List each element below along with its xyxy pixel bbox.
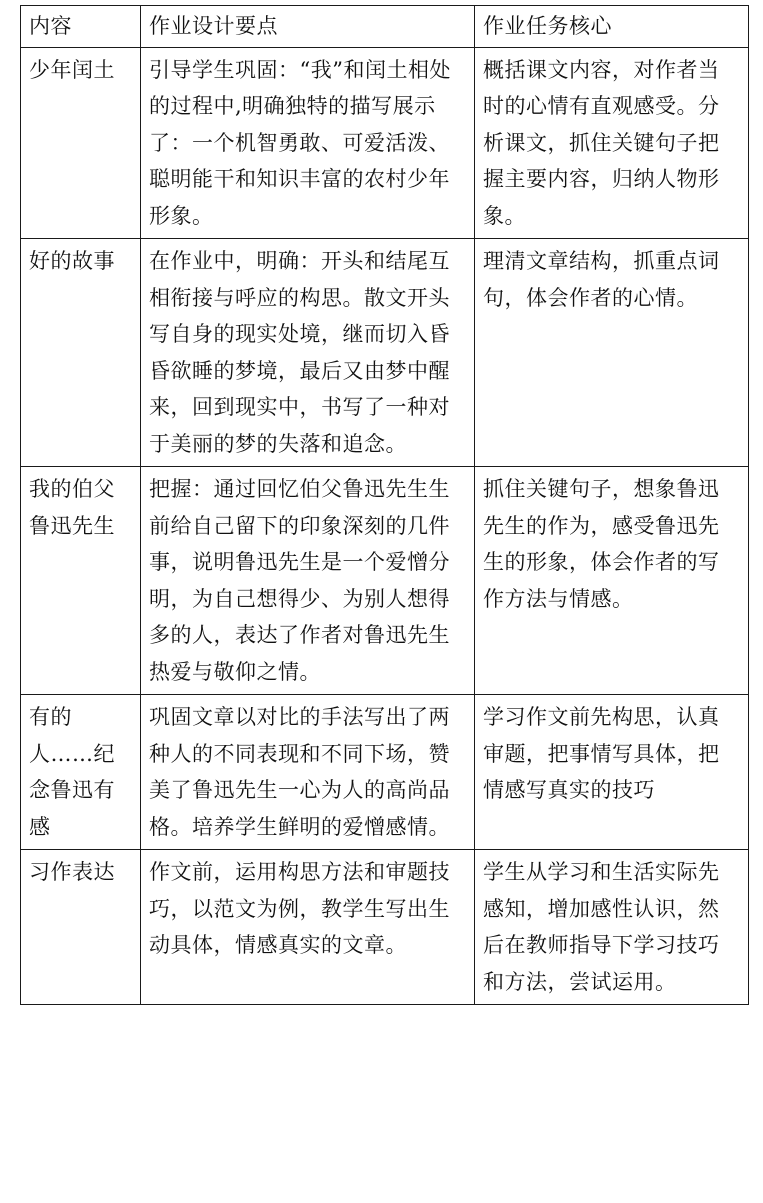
row-content-cell: 有的人……纪念鲁迅有感 [21,695,141,850]
table-row [21,695,749,850]
row-content-cell: 少年闰土 [21,47,141,239]
row-task-core-cell: 理清文章结构，抓重点词句，体会作者的心情。 [475,239,749,467]
row-content-cell: 习作表达 [21,850,141,1005]
header-content: 内容 [21,6,141,48]
header-task-core: 作业任务核心 [475,6,749,48]
row-task-core-cell: 抓住关键句子，想象鲁迅先生的作为，感受鲁迅先生的形象，体会作者的写作方法与情感。 [475,467,749,695]
row-content-cell: 好的故事 [21,239,141,467]
row-task-core-cell: 概括课文内容，对作者当时的心情有直观感受。分析课文，抓住关键句子把握主要内容，归纳人物形象。 [475,47,749,239]
row-task-core-cell: 学生从学习和生活实际先感知，增加感性认识，然后在教师指导下学习技巧和方法，尝试运用。 [475,850,749,1005]
row-design-points-cell: 巩固文章以对比的手法写出了两种人的不同表现和不同下场，赞美了鲁迅先生一心为人的高尚品格。培养学生鲜明的爱憎感情。 [141,695,475,850]
table-row [21,850,749,1005]
row-design-points-cell: 引导学生巩固：“我”和闰土相处的过程中,明确独特的描写展示了：一个机智勇敢、可爱活泼、聪明能干和知识丰富的农村少年形象。 [141,47,475,239]
row-design-points-cell: 把握：通过回忆伯父鲁迅先生生前给自己留下的印象深刻的几件事，说明鲁迅先生是一个爱憎分明，为自己想得少、为别人想得多的人，表达了作者对鲁迅先生热爱与敬仰之情。 [141,467,475,695]
row-design-points-cell: 作文前，运用构思方法和审题技巧，以范文为例，教学生写出生动具体，情感真实的文章。 [141,850,475,1005]
row-design-points-cell: 在作业中，明确：开头和结尾互相衔接与呼应的构思。散文开头写自身的现实处境，继而切入昏昏欲睡的梦境，最后又由梦中醒来，回到现实中，书写了一种对于美丽的梦的失落和追念。 [141,239,475,467]
row-content-cell: 我的伯父鲁迅先生 [21,467,141,695]
table-row [21,47,749,239]
homework-design-table [20,5,749,1005]
table-row [21,467,749,695]
header-design-points: 作业设计要点 [141,6,475,48]
table-header-row [21,6,749,48]
row-task-core-cell: 学习作文前先构思，认真审题，把事情写具体，把情感写真实的技巧 [475,695,749,850]
table-row [21,239,749,467]
